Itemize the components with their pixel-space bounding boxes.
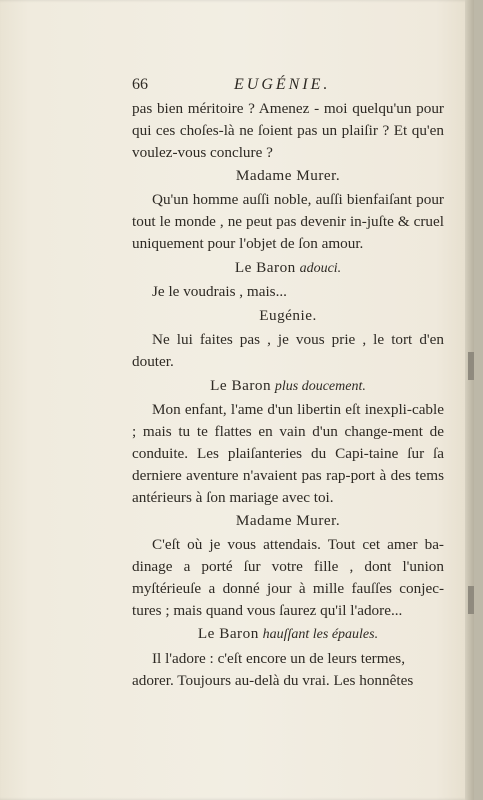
speaker-name: Madame Murer.: [235, 512, 341, 530]
speaker-heading: [132, 375, 444, 398]
speaker-name: Eugénie.: [259, 307, 317, 325]
speaker-heading: [132, 165, 444, 187]
speaker-heading: [132, 510, 444, 532]
paragraph: Ne lui faites pas , je vous prie , le tort d'en douter.: [132, 330, 444, 370]
stage-direction: adouci.: [299, 260, 342, 276]
stage-direction: plus doucement.: [274, 378, 366, 394]
paragraph: Mon enfant, l'ame d'un libertin eſt inexpli-cable ; mais tu te flattes en vain d'un change-ment de conduite. Les plaiſanteries du Capi-taine ſur ſa derniere aventure n'avaient pas rap-port à des tems antérieurs à ſon mariage avec toi.: [132, 401, 444, 506]
paragraph: Il l'adore : c'eſt encore un de leurs termes, adorer. Toujours au-delà du vrai. Les honnêtes: [132, 650, 414, 689]
speaker-heading: [132, 305, 444, 327]
page-header: [132, 74, 444, 98]
running-title: EUGÉNIE.: [234, 76, 331, 93]
speaker-name: Le Baron: [234, 258, 296, 276]
paragraph: Je le voudrais , mais...: [152, 283, 287, 301]
paragraph: pas bien méritoire ? Amenez - moi quelqu'un pour qui ces choſes-là ne ſoient pas un plaiſir ? Et qu'en voulez-vous conclure ?: [132, 100, 444, 161]
page-number: 66: [132, 76, 148, 93]
speaker-name: Le Baron: [197, 625, 259, 643]
page-edge: [465, 0, 474, 800]
page-text: [132, 74, 444, 692]
speaker-heading: [132, 257, 444, 280]
page-tab-marker: [468, 352, 474, 380]
paragraph: Qu'un homme auſſi noble, auſſi bienfaiſant pour tout le monde , ne peut pas devenir in-juſte & cruel uniquement pour l'objet de ſon amour.: [132, 191, 444, 252]
stage-direction: hauſſant les épaules.: [262, 627, 379, 643]
paragraph: C'eſt où je vous attendais. Tout cet amer ba-dinage a porté ſur votre fille , dont l'union myſtérieuſe a donné jour à mille fauſſes conjec-tures ; mais quand vous ſaurez qu'il l'adore...: [132, 536, 444, 619]
speaker-name: Le Baron: [210, 376, 272, 394]
speaker-heading: [132, 623, 444, 646]
page-tab-marker: [468, 586, 474, 614]
speaker-name: Madame Murer.: [235, 167, 341, 185]
